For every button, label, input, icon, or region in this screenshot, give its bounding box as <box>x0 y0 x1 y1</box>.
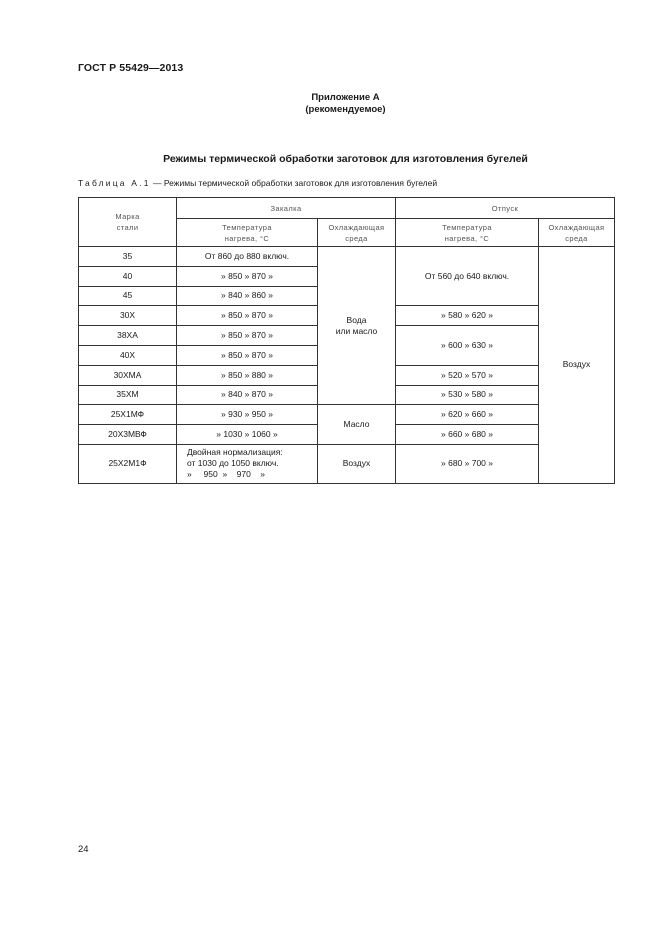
grade-cell: 30Х <box>79 306 177 326</box>
header-quench-medium: Охлаждающая среда <box>318 219 396 247</box>
grade-cell: 40Х <box>79 345 177 365</box>
temper-temp-cell: От 560 до 640 включ. <box>396 247 539 306</box>
header-steel-grade: Марка стали <box>79 198 177 247</box>
temper-temp-cell: » 530 » 580 » <box>396 385 539 405</box>
appendix-heading <box>0 92 661 116</box>
quench-temp-cell: » 840 » 870 » <box>177 385 318 405</box>
table-row <box>79 405 615 425</box>
document-code: ГОСТ Р 55429—2013 <box>78 62 184 74</box>
quench-medium-water-oil: Вода или масло <box>318 247 396 405</box>
heat-treatment-table <box>78 197 615 484</box>
quench-temp-cell: » 850 » 870 » <box>177 306 318 326</box>
appendix-subtitle: (рекомендуемое) <box>305 104 386 115</box>
quench-temp-cell: » 1030 » 1060 » <box>177 425 318 445</box>
temper-temp-cell: » 520 » 570 » <box>396 365 539 385</box>
quench-temp-cell: Двойная нормализация: от 1030 до 1050 включ. » 950 » 970 » <box>177 444 318 483</box>
grade-cell: 35ХМ <box>79 385 177 405</box>
table-caption <box>78 178 437 188</box>
quench-temp-cell: » 930 » 950 » <box>177 405 318 425</box>
temper-temp-cell: » 660 » 680 » <box>396 425 539 445</box>
header-quench-temperature: Температура нагрева, °С <box>177 219 318 247</box>
grade-cell: 40 <box>79 266 177 286</box>
table-caption-label: Таблица А.1 <box>78 178 151 188</box>
header-tempering: Отпуск <box>396 198 615 219</box>
page-title: Режимы термической обработки заготовок для изготовления бугелей <box>163 153 528 165</box>
temper-temp-cell: » 580 » 620 » <box>396 306 539 326</box>
quench-temp-cell: » 850 » 880 » <box>177 365 318 385</box>
table-row <box>79 247 615 267</box>
grade-cell: 20Х3МВФ <box>79 425 177 445</box>
grade-cell: 38ХА <box>79 326 177 346</box>
grade-cell: 25Х2М1Ф <box>79 444 177 483</box>
temper-temp-cell: » 600 » 630 » <box>396 326 539 366</box>
quench-temp-cell: » 850 » 870 » <box>177 266 318 286</box>
grade-cell: 25Х1МФ <box>79 405 177 425</box>
header-temper-medium: Охлаждающая среда <box>539 219 615 247</box>
temper-medium-air: Воздух <box>539 247 615 484</box>
quench-temp-cell: » 850 » 870 » <box>177 345 318 365</box>
quench-temp-cell: » 840 » 860 » <box>177 286 318 306</box>
header-quenching: Закалка <box>177 198 396 219</box>
appendix-title: Приложение А <box>311 92 380 103</box>
temper-temp-cell: » 680 » 700 » <box>396 444 539 483</box>
quench-temp-cell: » 850 » 870 » <box>177 326 318 346</box>
table-row <box>79 444 615 483</box>
grade-cell: 45 <box>79 286 177 306</box>
grade-cell: 35 <box>79 247 177 267</box>
quench-medium-oil: Масло <box>318 405 396 445</box>
header-temper-temperature: Температура нагрева, °С <box>396 219 539 247</box>
grade-cell: 30ХМА <box>79 365 177 385</box>
quench-medium-air: Воздух <box>318 444 396 483</box>
table-caption-text: — Режимы термической обработки заготовок для изготовления бугелей <box>150 178 438 188</box>
page-number: 24 <box>78 844 89 855</box>
temper-temp-cell: » 620 » 660 » <box>396 405 539 425</box>
quench-temp-cell: От 860 до 880 включ. <box>177 247 318 267</box>
